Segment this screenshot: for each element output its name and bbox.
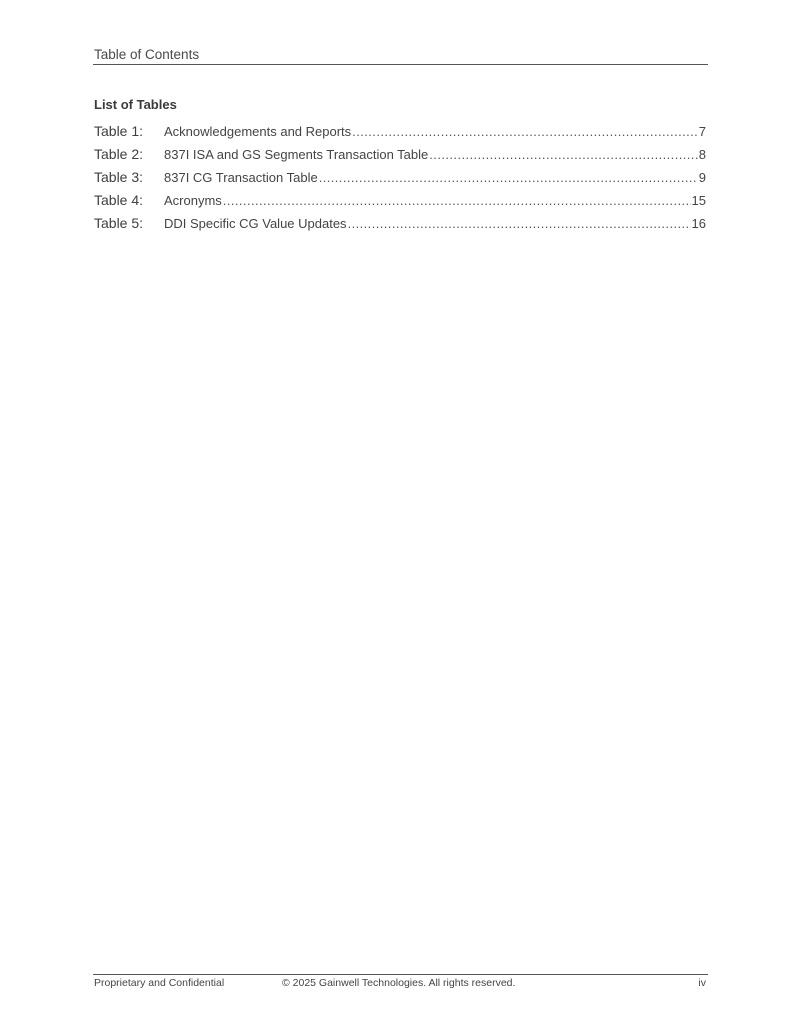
toc-entry-label: Table 3: xyxy=(94,169,144,185)
toc-entry-label: Table 2: xyxy=(94,146,144,162)
footer-copyright: © 2025 Gainwell Technologies. All rights reserved. xyxy=(282,977,516,989)
toc-entry-label: Table 4: xyxy=(94,192,144,208)
toc-entry-page-number: 7 xyxy=(698,124,706,139)
page-header xyxy=(93,46,708,65)
running-header-title: Table of Contents xyxy=(94,47,200,62)
toc-entry-title: DDI Specific CG Value Updates xyxy=(164,216,347,231)
toc-entry-page-number: 16 xyxy=(691,216,706,231)
toc-entry-page-number: 8 xyxy=(698,147,706,162)
toc-entry-title: 837I ISA and GS Segments Transaction Table xyxy=(164,147,429,162)
toc-entry-title: Acknowledgements and Reports xyxy=(164,124,352,139)
toc-entry-label: Table 1: xyxy=(94,123,144,139)
toc-entry-page-number: 9 xyxy=(698,170,706,185)
dot-leader xyxy=(223,192,691,209)
toc-entry-title: Acronyms xyxy=(164,193,222,208)
dot-leader xyxy=(319,169,698,186)
list-of-tables xyxy=(94,123,706,238)
dot-leader xyxy=(352,123,698,140)
toc-entry-table-3[interactable] xyxy=(94,169,706,192)
dot-leader xyxy=(429,146,698,163)
toc-entry-label: Table 5: xyxy=(94,215,144,231)
dot-leader xyxy=(348,215,691,232)
toc-entry-table-1[interactable] xyxy=(94,123,706,146)
toc-entry-table-4[interactable] xyxy=(94,192,706,215)
page-footer xyxy=(93,974,708,993)
toc-entry-table-2[interactable] xyxy=(94,146,706,169)
footer-confidentiality-notice: Proprietary and Confidential xyxy=(94,977,225,989)
footer-page-number: iv xyxy=(698,977,706,989)
toc-entry-table-5[interactable] xyxy=(94,215,706,238)
toc-entry-title: 837I CG Transaction Table xyxy=(164,170,318,185)
toc-entry-page-number: 15 xyxy=(691,193,706,208)
list-of-tables-heading: List of Tables xyxy=(94,97,177,112)
